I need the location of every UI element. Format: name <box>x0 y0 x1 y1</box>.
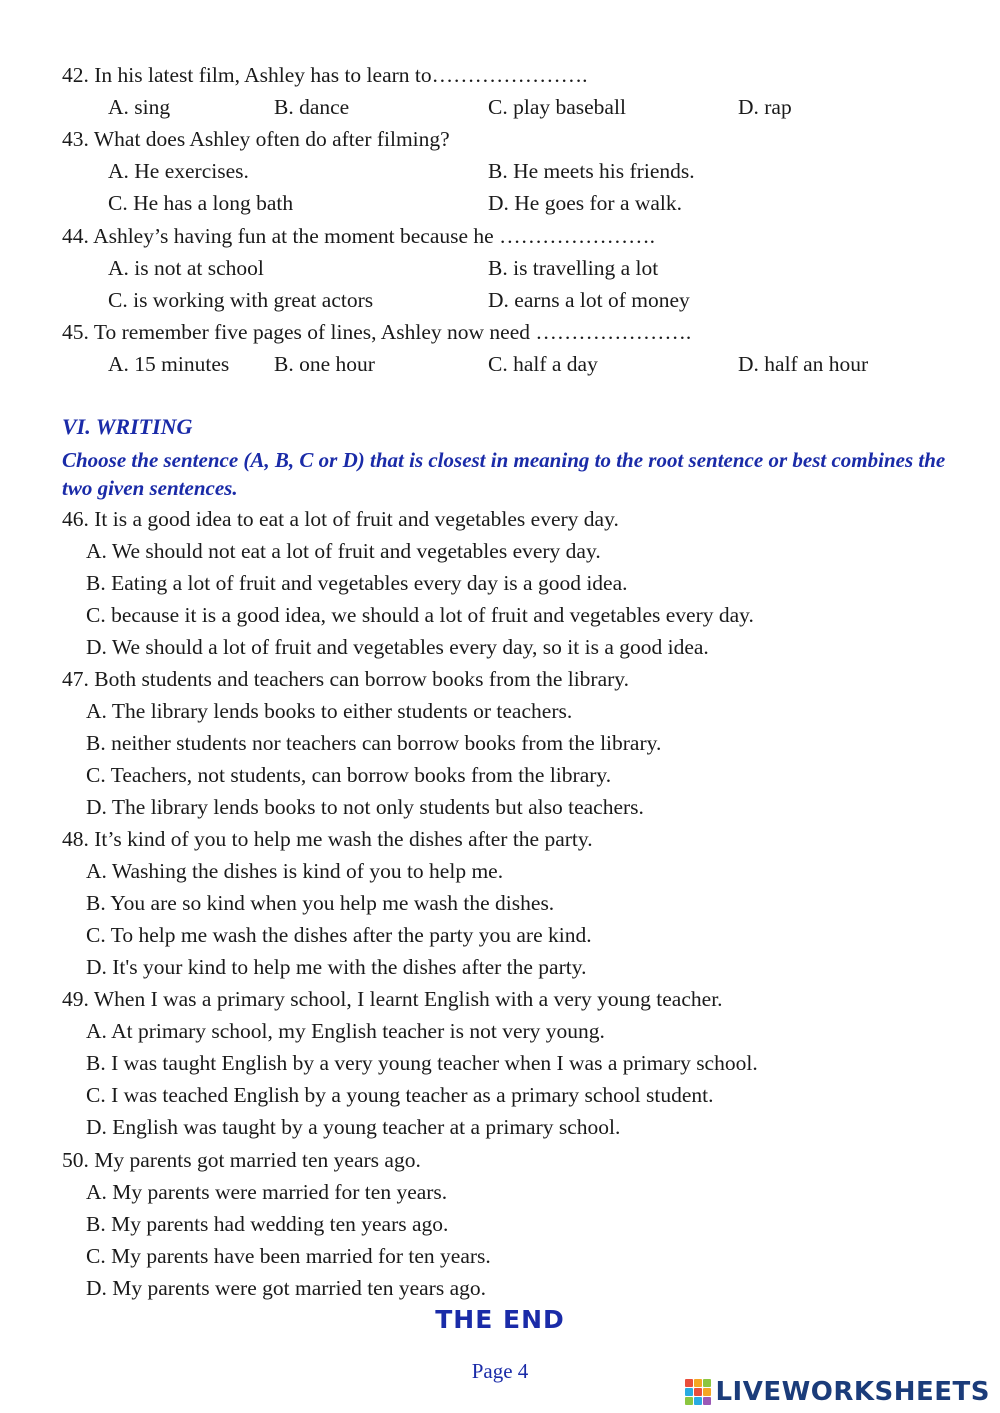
question-44-option-a[interactable]: A. is not at school <box>108 256 264 280</box>
question-49-option-d[interactable]: D. English was taught by a young teacher at a primary school. <box>86 1115 621 1139</box>
question-47-stem: 47. Both students and teachers can borrow books from the library. <box>62 667 630 691</box>
liveworksheets-grid-icon <box>685 1379 711 1405</box>
question-43-option-d[interactable]: D. He goes for a walk. <box>488 191 683 215</box>
question-45-option-a[interactable]: A. 15 minutes <box>108 352 230 376</box>
question-46-option-d[interactable]: D. We should a lot of fruit and vegetables every day, so it is a good idea. <box>86 635 709 659</box>
question-49-option-c[interactable]: C. I was teached English by a young teacher as a primary school student. <box>86 1083 714 1107</box>
question-48-option-b[interactable]: B. You are so kind when you help me wash the dishes. <box>86 891 555 915</box>
question-46-option-c[interactable]: C. because it is a good idea, we should a lot of fruit and vegetables every day. <box>86 603 754 627</box>
question-47-option-a[interactable]: A. The library lends books to either students or teachers. <box>86 699 573 723</box>
question-46-stem: 46. It is a good idea to eat a lot of fruit and vegetables every day. <box>62 507 619 531</box>
question-47-option-c[interactable]: C. Teachers, not students, can borrow books from the library. <box>86 763 612 787</box>
the-end-label: THE END <box>435 1305 565 1334</box>
question-50-option-c[interactable]: C. My parents have been married for ten years. <box>86 1244 491 1268</box>
question-46-option-a[interactable]: A. We should not eat a lot of fruit and vegetables every day. <box>86 539 601 563</box>
question-45-option-d[interactable]: D. half an hour <box>738 352 869 376</box>
question-49-stem: 49. When I was a primary school, I learnt English with a very young teacher. <box>62 987 723 1011</box>
question-49-option-a[interactable]: A. At primary school, my English teacher is not very young. <box>86 1019 605 1043</box>
liveworksheets-brand-text: LIVEWORKSHEETS <box>715 1377 990 1407</box>
question-42-option-a[interactable]: A. sing <box>108 95 171 119</box>
question-48-option-c[interactable]: C. To help me wash the dishes after the party you are kind. <box>86 923 592 947</box>
question-50-stem: 50. My parents got married ten years ago. <box>62 1148 421 1172</box>
question-47-option-d[interactable]: D. The library lends books to not only students but also teachers. <box>86 795 644 819</box>
question-45-option-b[interactable]: B. one hour <box>274 352 375 376</box>
section-title-writing: VI. WRITING <box>62 414 193 439</box>
question-44-stem: 44. Ashley’s having fun at the moment because he …………………. <box>62 224 655 248</box>
question-42-option-c[interactable]: C. play baseball <box>488 95 626 119</box>
question-43-option-b[interactable]: B. He meets his friends. <box>488 159 695 183</box>
question-50-option-a[interactable]: A. My parents were married for ten years. <box>86 1180 448 1204</box>
question-48-stem: 48. It’s kind of you to help me wash the dishes after the party. <box>62 827 593 851</box>
page-number: Page 4 <box>471 1359 529 1383</box>
question-44-option-c[interactable]: C. is working with great actors <box>108 288 374 312</box>
question-42-option-d[interactable]: D. rap <box>738 95 792 119</box>
question-42-option-b[interactable]: B. dance <box>274 95 350 119</box>
question-48-option-a[interactable]: A. Washing the dishes is kind of you to help me. <box>86 859 504 883</box>
writing-instruction: Choose the sentence (A, B, C or D) that is closest in meaning to the root sentence or best combines the two given sentences. <box>62 448 946 500</box>
question-44-option-d[interactable]: D. earns a lot of money <box>488 288 690 312</box>
liveworksheets-logo[interactable] <box>685 1374 990 1410</box>
question-45-option-c[interactable]: C. half a day <box>488 352 598 376</box>
question-48-option-d[interactable]: D. It's your kind to help me with the dishes after the party. <box>86 955 587 979</box>
question-46-option-b[interactable]: B. Eating a lot of fruit and vegetables every day is a good idea. <box>86 571 628 595</box>
question-43-stem: 43. What does Ashley often do after filming? <box>62 127 450 151</box>
question-50-option-b[interactable]: B. My parents had wedding ten years ago. <box>86 1212 449 1236</box>
question-49-option-b[interactable]: B. I was taught English by a very young teacher when I was a primary school. <box>86 1051 758 1075</box>
question-50-option-d[interactable]: D. My parents were got married ten years ago. <box>86 1276 486 1300</box>
question-47-option-b[interactable]: B. neither students nor teachers can borrow books from the library. <box>86 731 662 755</box>
question-45-stem: 45. To remember five pages of lines, Ashley now need …………………. <box>62 320 692 344</box>
question-44-option-b[interactable]: B. is travelling a lot <box>488 256 659 280</box>
question-43-option-c[interactable]: C. He has a long bath <box>108 191 294 215</box>
question-42-stem: 42. In his latest film, Ashley has to learn to…………………. <box>62 63 588 87</box>
question-43-option-a[interactable]: A. He exercises. <box>108 159 249 183</box>
